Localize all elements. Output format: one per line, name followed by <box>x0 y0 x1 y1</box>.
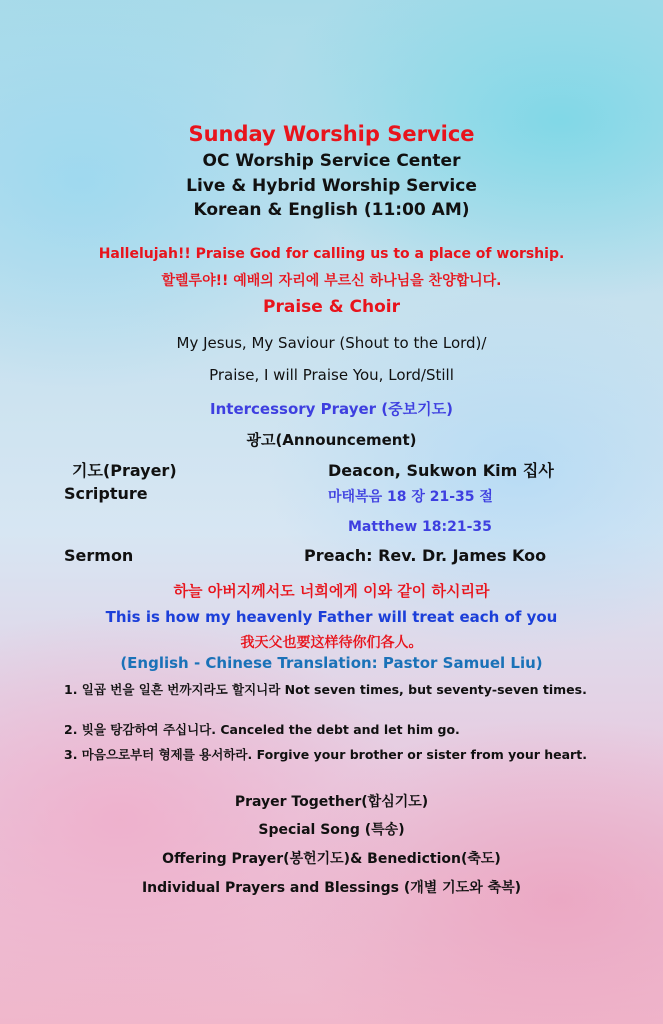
sermon-point-1: 1. 일곱 번을 일흔 번까지라도 할지니라 Not seven times, but seventy-seven times. <box>64 682 587 697</box>
praise-title: Praise & Choir <box>263 297 400 317</box>
sermon-title-chinese: 我天父也要这样待你们各人。 <box>240 635 423 651</box>
prayer-together: Prayer Together(합심기도) <box>234 794 429 810</box>
prayer-leader: Deacon, Sukwon Kim 집사 <box>328 461 554 480</box>
service-time: Korean & English (11:00 AM) <box>193 200 470 220</box>
announcement: 광고(Announcement) <box>246 431 417 449</box>
scripture-english-ref: Matthew 18:21-35 <box>348 519 492 535</box>
translation-note: (English - Chinese Translation: Pastor Samuel Liu) <box>120 654 543 672</box>
sermon-point-3: 3. 마음으로부터 형제를 용서하라. Forgive your brother or sister from your heart. <box>64 747 587 762</box>
sermon-title-english: This is how my heavenly Father will treat each of you <box>105 608 558 626</box>
greeting-english: Hallelujah!! Praise God for calling us to a place of worship. <box>98 246 565 262</box>
sermon-point-2: 2. 빚을 탕감하여 주십니다. Canceled the debt and let him go. <box>64 722 460 737</box>
service-type: Live & Hybrid Worship Service <box>186 176 477 196</box>
prayer-label: 기도(Prayer) <box>72 461 177 480</box>
scripture-korean-ref: 마태복음 18 장 21-35 절 <box>328 489 493 505</box>
sermon-title-korean: 하늘 아버지께서도 너희에게 이와 같이 하시리라 <box>173 582 490 600</box>
greeting-korean: 할렐루야!! 예배의 자리에 부르신 하나님을 찬양합니다. <box>161 273 502 289</box>
scripture-label: Scripture <box>64 484 148 503</box>
service-title: Sunday Worship Service <box>188 122 475 146</box>
intercessory-prayer: Intercessory Prayer (중보기도) <box>210 400 453 418</box>
service-center: OC Worship Service Center <box>202 151 461 171</box>
praise-song-2: Praise, I will Praise You, Lord/Still <box>209 366 454 384</box>
praise-song-1: My Jesus, My Saviour (Shout to the Lord)/ <box>176 334 487 352</box>
offering-benediction: Offering Prayer(봉헌기도)& Benediction(축도) <box>162 851 501 867</box>
individual-prayers: Individual Prayers and Blessings (개별 기도와 축복) <box>141 880 522 896</box>
sermon-label: Sermon <box>64 546 134 565</box>
preacher: Preach: Rev. Dr. James Koo <box>304 546 547 565</box>
special-song: Special Song (특송) <box>258 822 405 838</box>
